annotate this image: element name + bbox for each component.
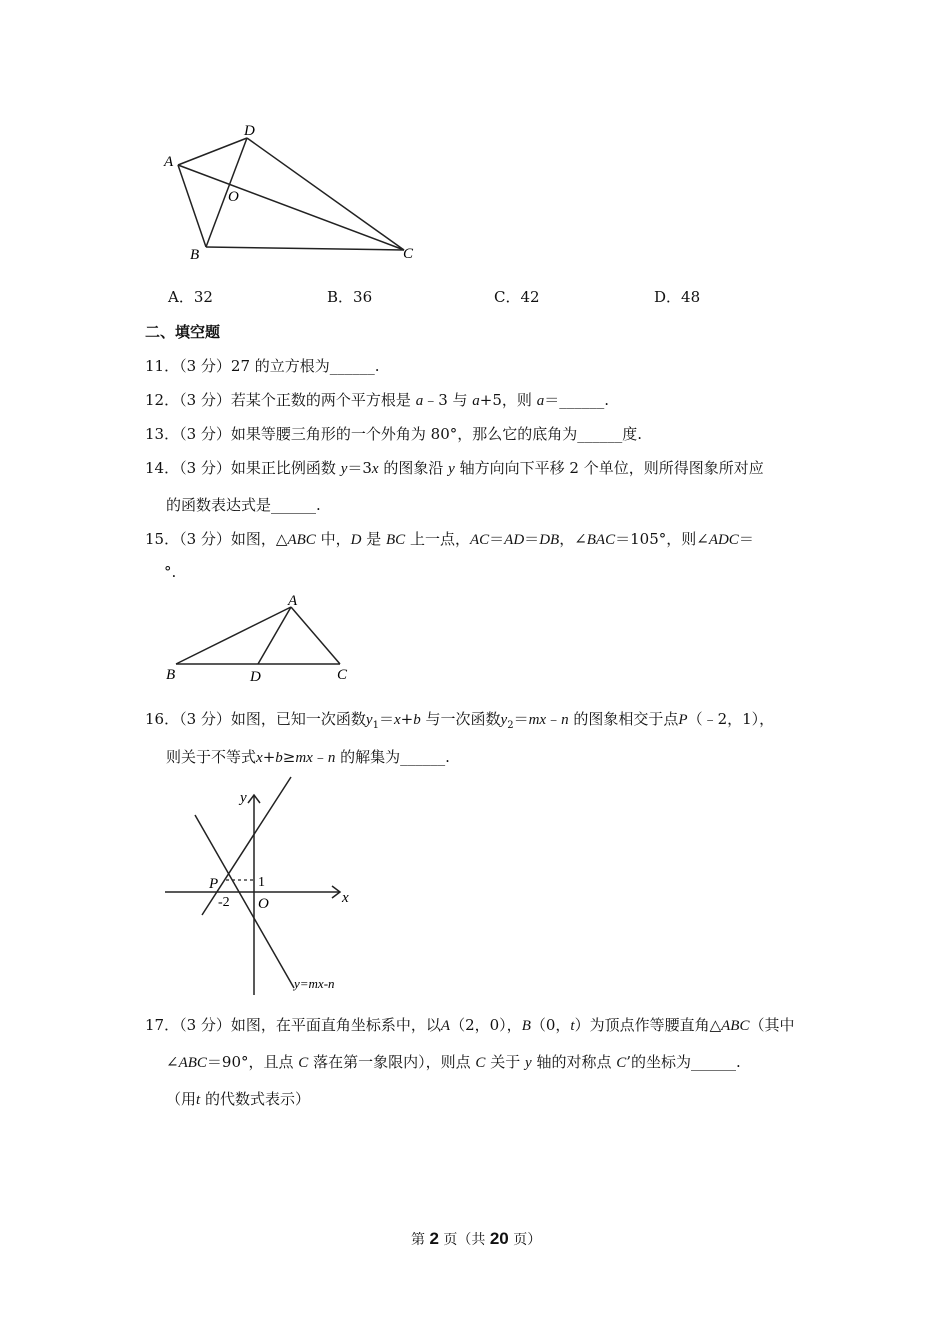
q17-text: ∠ (166, 1053, 179, 1071)
label-D: D (244, 123, 255, 139)
q17-text: （2，0）， (450, 1016, 522, 1034)
q17-blank: ______ (691, 1053, 737, 1071)
q14-text: 的图象沿 (383, 459, 444, 477)
footer-text: 页） (513, 1232, 542, 1248)
q16-blank: ______ (400, 748, 446, 766)
question-16 (145, 708, 774, 731)
q16-text: ≥ (282, 748, 296, 766)
q12-text: 若某个正数的两个平方根是 (230, 391, 411, 409)
q16-var: n (561, 712, 569, 728)
q16-sub: 1 (372, 720, 379, 731)
label-line-mx-n: y=mx-n (294, 976, 335, 991)
q16-var: n (327, 750, 336, 766)
q13-text: 如果等腰三角形的一个外角为 80°，那么它的底角为 (230, 425, 578, 443)
q17-text: 的代数式表示） (204, 1090, 310, 1108)
q16-score: （3 分） (179, 710, 231, 728)
question-15 (145, 528, 754, 549)
q14-end: . (316, 496, 321, 514)
q14-var: x (371, 461, 379, 477)
q17-text: （用 (166, 1090, 197, 1108)
q12-end: . (604, 391, 609, 409)
q17-var: t (570, 1018, 575, 1034)
q16-var: y (365, 712, 373, 728)
label-x: x (342, 890, 349, 906)
q13-score: （3 分） (179, 425, 231, 443)
q14-number: 14． (145, 459, 180, 477)
q16-text: ﹣ (312, 748, 328, 766)
q16-sub: 2 (507, 720, 514, 731)
q17-var: t (196, 1092, 201, 1108)
q16-text: 的解集为 (340, 748, 401, 766)
q14-var: y (340, 461, 348, 477)
q15-text: ＝ (738, 530, 754, 548)
q16-var: y (500, 712, 508, 728)
diag-BD (206, 138, 247, 247)
q16-text: + (400, 710, 414, 728)
q15-var: ABC (287, 532, 316, 548)
q12-text: +5，则 (479, 391, 532, 409)
option-c: C．42 (494, 288, 540, 306)
q15-score: （3 分） (179, 530, 231, 548)
q14-text: ＝3 (347, 459, 372, 477)
q15-text: ＝ (489, 530, 505, 548)
q16-text: 则关于不等式 (166, 748, 257, 766)
question-16-line2 (166, 746, 450, 767)
q12-var: a (472, 393, 480, 409)
q15-var: AC (469, 532, 490, 548)
q16-text: 如图，已知一次函数 (230, 710, 366, 728)
q16-text: ＝ (378, 710, 394, 728)
q17-text: 如图，在平面直角坐标系中，以 (230, 1016, 441, 1034)
q15-var: D (350, 532, 362, 548)
q17-var: B (521, 1018, 531, 1034)
footer-text: 页（共 (443, 1232, 486, 1248)
label-O: O (258, 896, 269, 912)
edge-AB (178, 165, 206, 247)
q13-number: 13． (145, 425, 180, 443)
question-15-line2 (164, 563, 176, 581)
label-A: A (288, 593, 298, 609)
label-C: C (403, 246, 414, 262)
q17-text: 轴的对称点 (536, 1053, 612, 1071)
figure-quadrilateral (160, 118, 430, 268)
q15-text: 是 (366, 530, 382, 548)
q17-score: （3 分） (179, 1016, 231, 1034)
question-14 (145, 457, 764, 478)
q17-text: ）为顶点作等腰直角△ (574, 1016, 722, 1034)
q12-var: a (415, 393, 424, 409)
question-17-line2 (166, 1051, 741, 1072)
question-17-line3 (166, 1088, 310, 1109)
q17-text: ＝90°，且点 (206, 1053, 294, 1071)
q14-var: y (448, 461, 455, 477)
edge-BC (206, 247, 404, 250)
label-D: D (250, 669, 261, 684)
q16-text: 与一次函数 (425, 710, 501, 728)
q11-number: 11． (145, 357, 180, 375)
q17-text: ’的坐标为 (626, 1053, 692, 1071)
page-number: 2 (429, 1229, 439, 1248)
q16-var: b (275, 750, 283, 766)
q14-text: 的函数表达式是 (166, 496, 272, 514)
q13-blank: ______ (577, 425, 623, 443)
q15-text: 如图，△ (230, 530, 288, 548)
q17-text: （其中 (749, 1016, 795, 1034)
question-17 (145, 1014, 794, 1035)
q15-text: ，∠ (559, 530, 587, 548)
q16-var: b (413, 712, 421, 728)
edge-AD (178, 138, 247, 165)
option-d: D．48 (654, 288, 701, 306)
option-b: B．36 (327, 288, 373, 306)
label-P: P (209, 876, 219, 892)
section-title: 二、填空题 (145, 323, 221, 341)
q17-text: 落在第一象限内），则点 (313, 1053, 471, 1071)
label-neg2: -2 (218, 895, 230, 910)
option-a: A．32 (168, 288, 213, 306)
q15-text: 上一点， (409, 530, 470, 548)
q17-var: C (475, 1055, 486, 1071)
q12-var: a (536, 393, 545, 409)
q16-number: 16． (145, 710, 180, 728)
q16-text: + (262, 748, 276, 766)
q15-text: ＝ (524, 530, 540, 548)
q15-text: ＝105°，则∠ (615, 530, 709, 548)
q17-var: ABC (721, 1018, 750, 1034)
q16-text: （﹣2，1）， (687, 710, 775, 728)
diag-AC (178, 165, 404, 250)
q17-var: C (616, 1055, 627, 1071)
q14-score: （3 分） (179, 459, 231, 477)
label-O: O (228, 189, 239, 205)
q15-text: 中， (320, 530, 351, 548)
q16-var: mx (528, 712, 547, 728)
label-B: B (166, 667, 176, 683)
question-12 (145, 389, 609, 410)
q11-blank: ______ (329, 357, 375, 375)
q15-var: DB (539, 532, 560, 548)
page-total: 20 (489, 1229, 509, 1248)
q17-var: ABC (178, 1055, 207, 1071)
q13-end: 度. (622, 425, 643, 443)
question-11 (145, 355, 380, 376)
q17-var: y (524, 1055, 532, 1071)
footer-text: 第 (411, 1232, 425, 1248)
q15-var: BC (386, 532, 406, 548)
q17-end: . (736, 1053, 741, 1071)
q12-number: 12． (145, 391, 180, 409)
q11-score: （3 分） (179, 357, 231, 375)
label-one: 1 (258, 875, 265, 890)
q14-text: 如果正比例函数 (230, 459, 336, 477)
question-14-line2 (166, 494, 321, 515)
q15-var: AD (504, 532, 525, 548)
label-y: y (240, 790, 247, 806)
q12-text: ﹣3 与 (423, 391, 468, 409)
q17-number: 17． (145, 1016, 180, 1034)
q16-text: 的图象相交于点 (573, 710, 679, 728)
figure-triangle (160, 592, 360, 684)
q16-end: . (445, 748, 450, 766)
q15-number: 15． (145, 530, 180, 548)
label-B: B (190, 247, 200, 263)
q11-text: 27 的立方根为 (230, 357, 330, 375)
edge-AC (291, 607, 340, 664)
q14-blank: ______ (271, 496, 317, 514)
q16-var: x (256, 750, 263, 766)
q17-var: C (298, 1055, 309, 1071)
label-C: C (337, 667, 348, 683)
figure-coordinate-graph (160, 775, 370, 1000)
q12-text: ＝ (544, 391, 560, 409)
q17-text: 关于 (490, 1053, 521, 1071)
q16-text: ＝ (513, 710, 529, 728)
page-footer (411, 1229, 541, 1249)
q15-text: °. (164, 563, 177, 581)
question-13 (145, 423, 642, 444)
q17-text: （0， (530, 1016, 571, 1034)
edge-DC (247, 138, 404, 250)
q17-var: A (440, 1018, 451, 1034)
q14-text: 轴方向向下平移 2 个单位，则所得图象所对应 (459, 459, 764, 477)
q15-var: BAC (586, 532, 616, 548)
q11-end: . (374, 357, 380, 375)
q16-var: x (393, 712, 401, 728)
q12-score: （3 分） (179, 391, 231, 409)
q15-var: ADC (708, 532, 739, 548)
q16-text: ﹣ (546, 710, 562, 728)
label-A: A (164, 154, 174, 170)
q16-var: mx (295, 750, 313, 766)
q12-blank: ______ (559, 391, 605, 409)
q16-var: P (678, 712, 688, 728)
